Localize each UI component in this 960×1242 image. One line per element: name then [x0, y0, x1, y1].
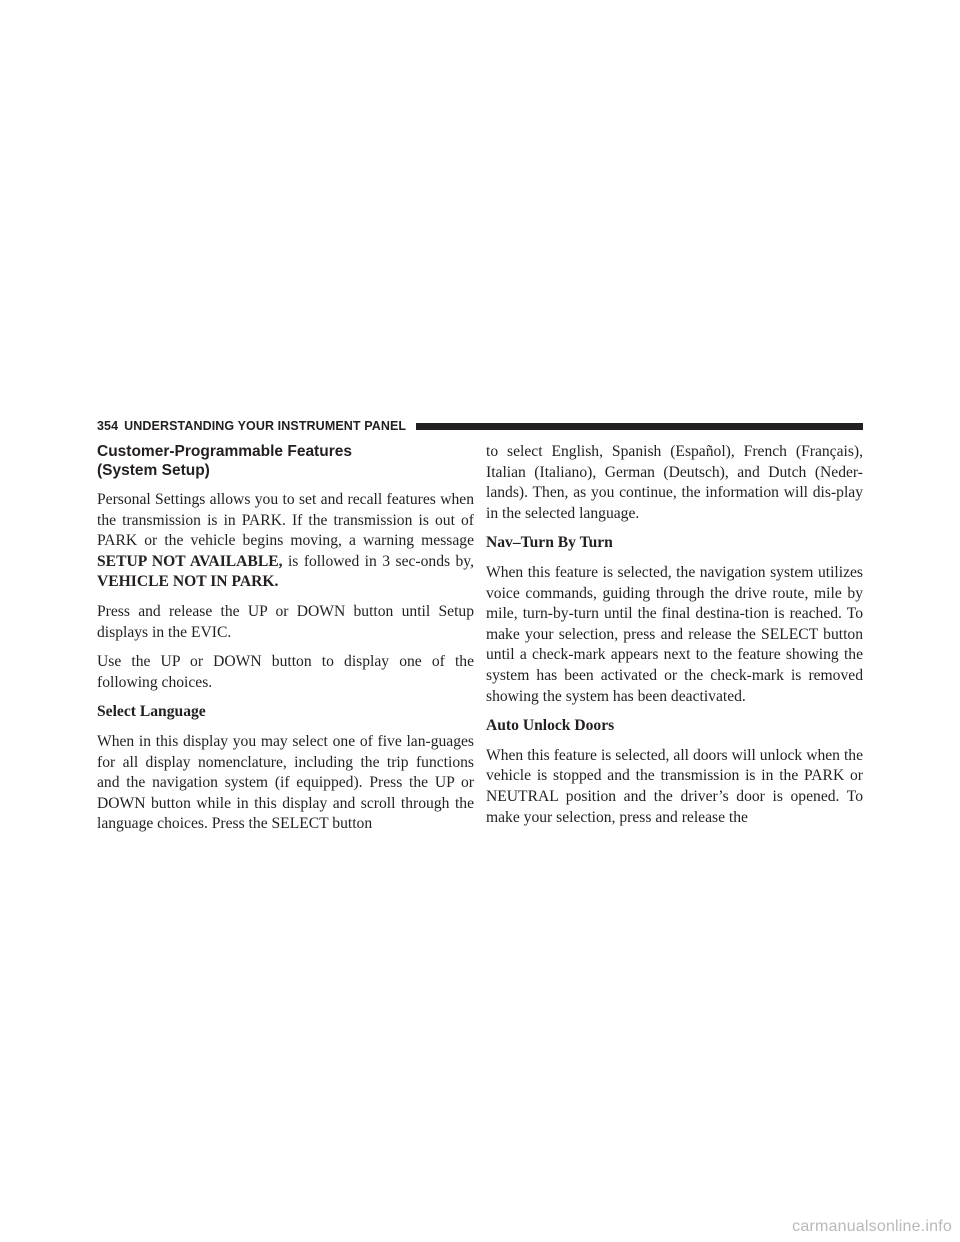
section-heading — [97, 442, 474, 480]
page-number: 354 — [97, 419, 119, 433]
chapter-title: UNDERSTANDING YOUR INSTRUMENT PANEL — [124, 419, 407, 433]
paragraph-text: Personal Settings allows you to set and recall features when the transmission is in PARK. If the transmission is out of PARK or the vehicle begins moving, a warning message — [97, 491, 474, 550]
right-column — [486, 442, 863, 837]
subheading-select-language: Select Language — [97, 703, 206, 721]
paragraph-personal-settings — [97, 490, 474, 593]
paragraph-nav-turn-by-turn: When this feature is selected, the navigation system utilizes voice commands, guiding through the drive route, mile by mile, turn-by-turn until the final destina-tion is reached. To make your selection, press and release the SELECT button until a check-mark appears next to the feature showing the system has been activated or the check-mark is removed showing the system has been deactivated. — [486, 563, 863, 705]
paragraph-select-language: When in this display you may select one of five lan-guages for all display nomenclature, including the trip functions and the navigation system (if equipped). Press the UP or DOWN button while in this display and scroll through the language choices. Press the SELECT button — [97, 732, 474, 833]
paragraph-auto-unlock-doors: When this feature is selected, all doors will unlock when the vehicle is stopped and the transmission is in the PARK or NEUTRAL position and the driver’s door is opened. To make your selection, press and release the — [486, 746, 863, 826]
subheading-auto-unlock-doors: Auto Unlock Doors — [486, 717, 615, 735]
warning-message-setup: SETUP NOT AVAILABLE, — [97, 552, 283, 570]
header-rule — [416, 423, 863, 430]
subheading-nav-turn-by-turn: Nav–Turn By Turn — [486, 534, 613, 552]
paragraph-languages: to select English, Spanish (Español), French (Français), Italian (Italiano), German (Deutsch), and Dutch (Neder-lands). Then, as you continue, the information will dis-play in the selected language. — [486, 443, 863, 522]
paragraph-press-release: Press and release the UP or DOWN button until Setup displays in the EVIC. — [97, 602, 474, 641]
section-heading-line2: (System Setup) — [97, 462, 210, 479]
left-column — [97, 442, 474, 844]
warning-message-park: VEHICLE NOT IN PARK. — [97, 573, 279, 591]
watermark: carmanualsonline.info — [792, 1218, 952, 1235]
paragraph-use-buttons: Use the UP or DOWN button to display one of the following choices. — [97, 653, 474, 691]
paragraph-text: is followed in 3 sec-onds by, — [282, 552, 474, 570]
page-header — [97, 417, 863, 435]
section-heading-line1: Customer-Programmable Features — [97, 443, 352, 460]
